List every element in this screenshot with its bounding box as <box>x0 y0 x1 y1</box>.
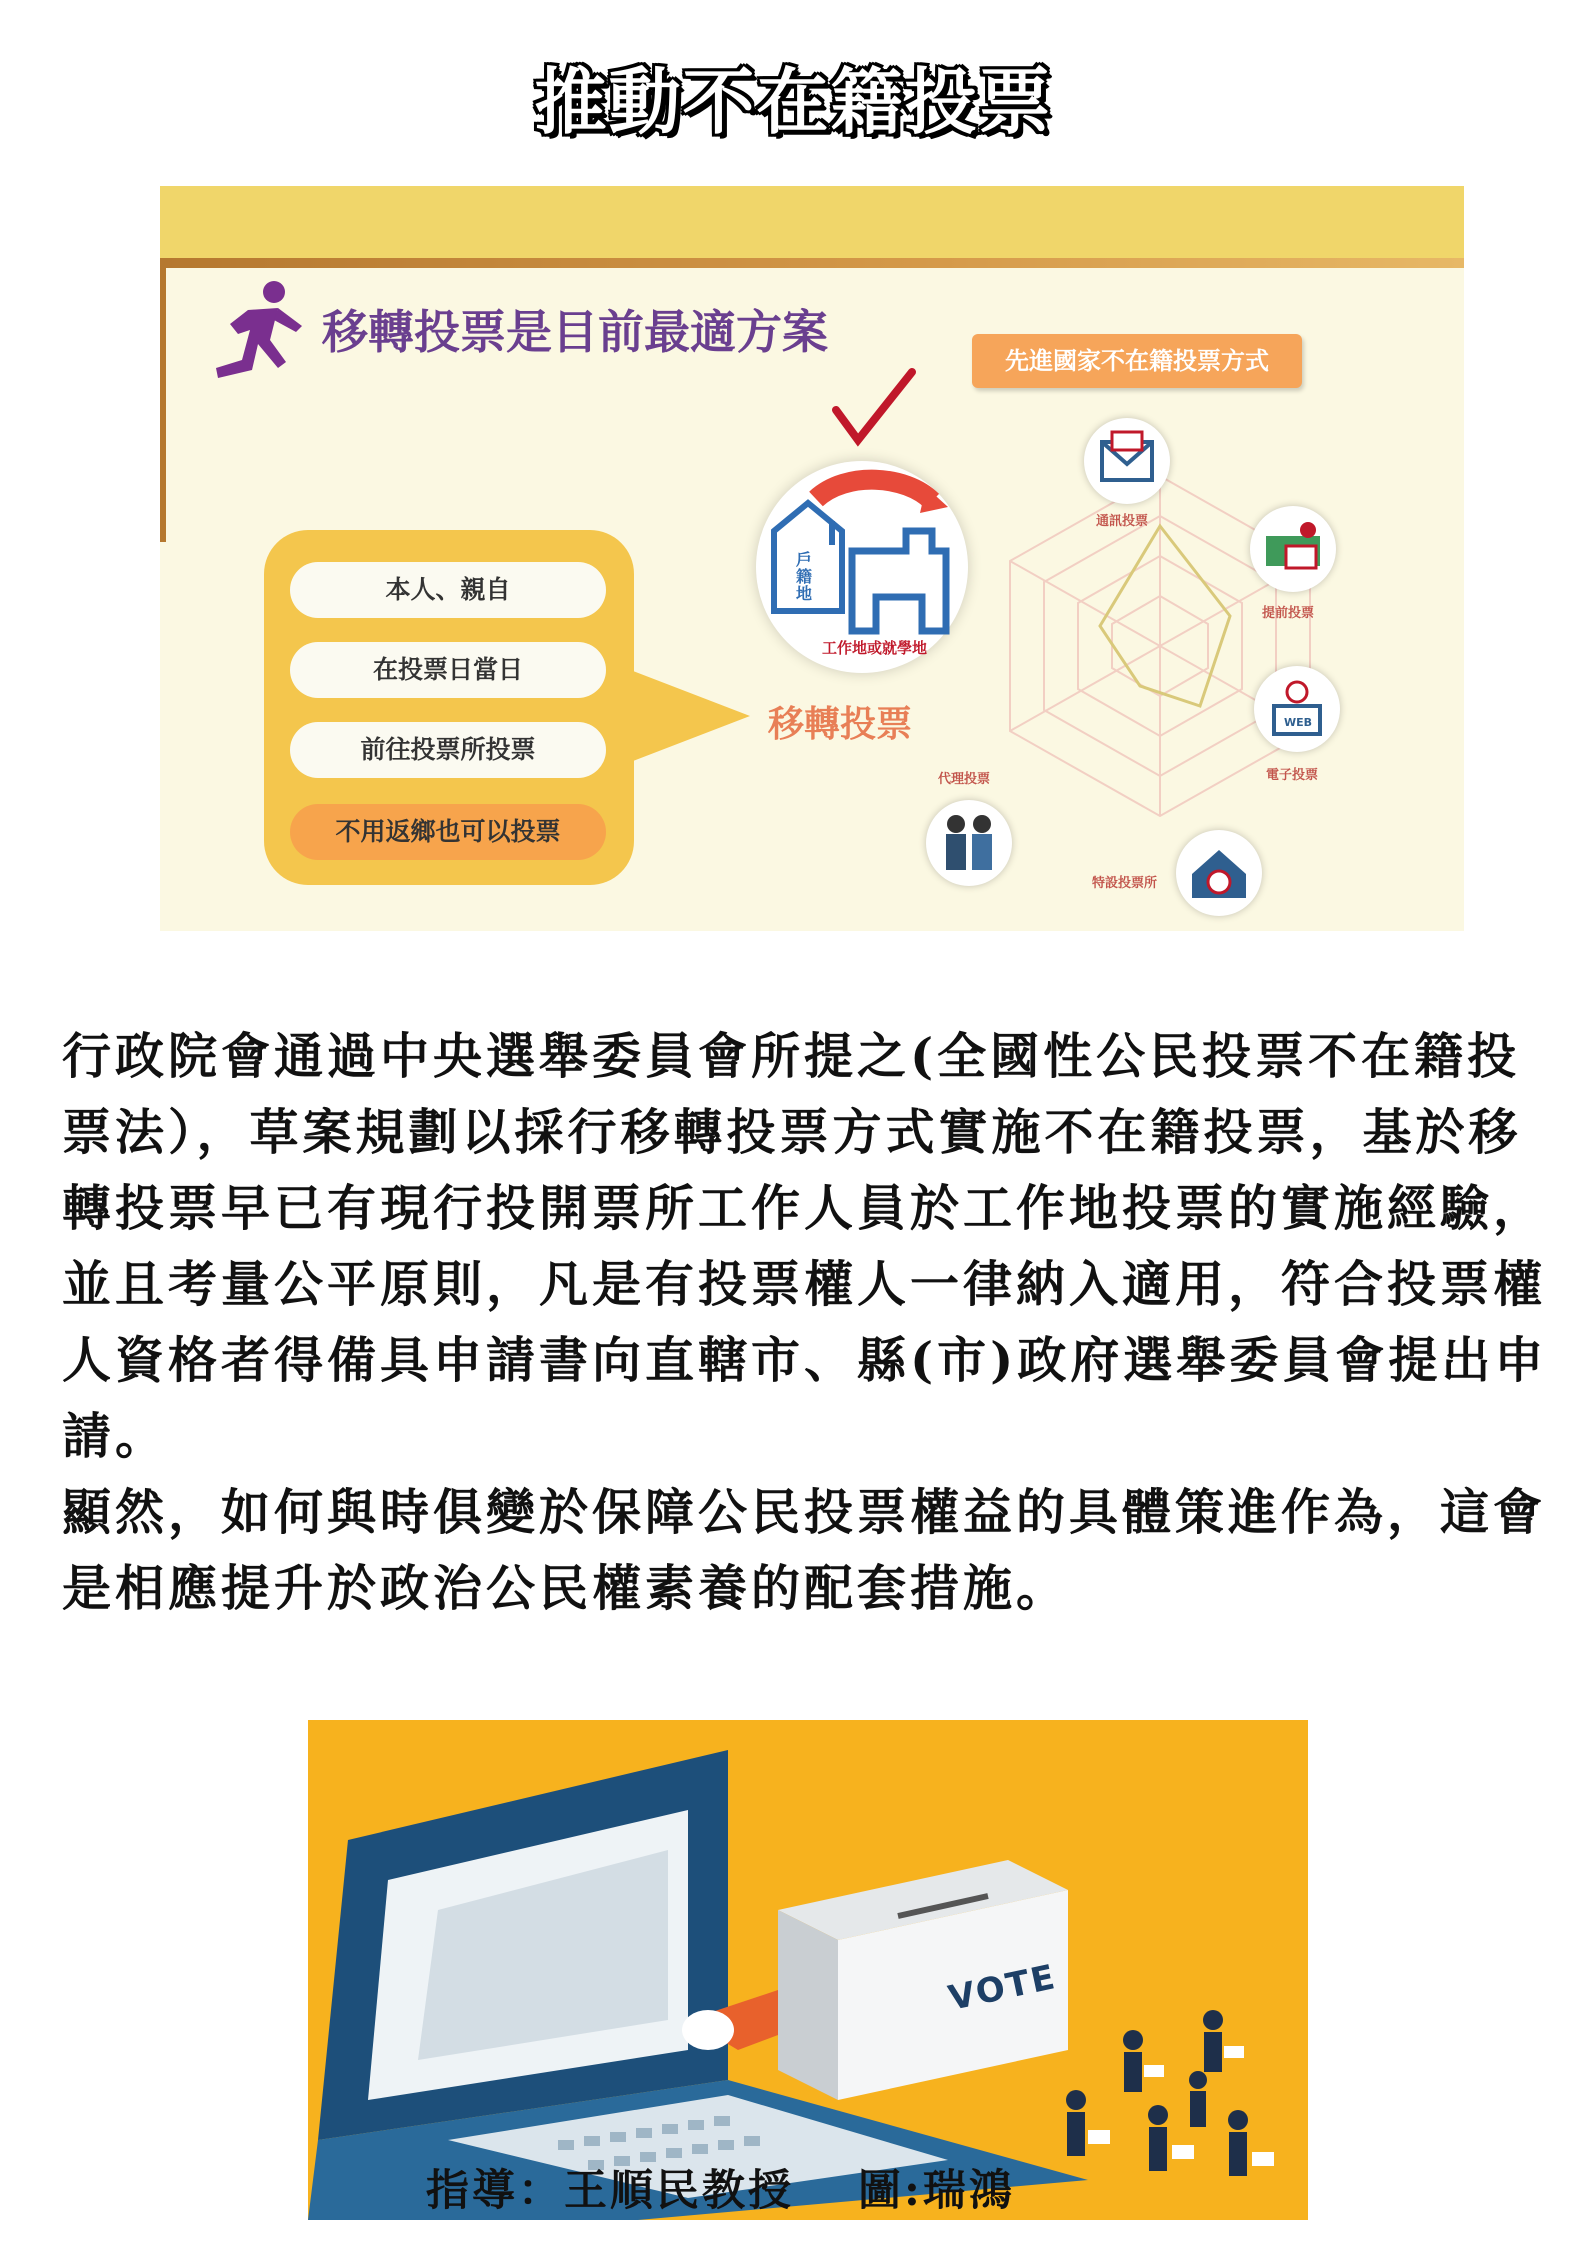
methods-badge: 先進國家不在籍投票方式 <box>972 334 1302 388</box>
proxy-vote-label: 代理投票 <box>938 772 991 787</box>
condition-item: 在投票日當日 <box>290 642 606 698</box>
credit-line: 指導：王順民教授 圖:瑞鴻 <box>426 2166 1015 2216</box>
online-voting-illustration <box>308 1720 1308 2220</box>
bubble-tail <box>620 656 760 776</box>
web-label: WEB <box>1284 716 1313 729</box>
condition-item: 本人、親自 <box>290 562 606 618</box>
ballot-box-text: VOTE <box>945 1957 1061 2019</box>
body-text <box>62 1018 1562 1626</box>
condition-item-highlight: 不用返鄉也可以投票 <box>290 804 606 860</box>
electronic-vote-icon <box>1254 666 1340 752</box>
running-person-icon <box>208 278 318 398</box>
conditions-bubble <box>264 530 634 885</box>
proxy-vote-icon <box>926 800 1012 886</box>
laptop-ballot-box-graphic <box>308 1720 1308 2220</box>
special-polling-station-label: 特設投票所 <box>1092 876 1158 891</box>
condition-item: 前往投票所投票 <box>290 722 606 778</box>
electronic-vote-label: 電子投票 <box>1266 768 1319 783</box>
early-vote-label: 提前投票 <box>1262 606 1315 621</box>
transfer-vote-circle <box>756 461 968 673</box>
mail-vote-label: 通訊投票 <box>1096 514 1149 529</box>
transfer-arrow-label: 移轉 <box>878 490 920 529</box>
transfer-vote-label: 移轉投票 <box>768 704 913 745</box>
special-polling-station-icon <box>1176 830 1262 916</box>
building-label: 工作地或就學地 <box>822 639 928 657</box>
top-band <box>160 186 1464 264</box>
mail-vote-icon <box>1084 418 1170 504</box>
body-paragraph: 顯然，如何與時俱變於保障公民投票權益的具體策進作為，這會是相應提升於政治公民權素養的配套措施。 <box>62 1483 1547 1617</box>
infographic-headline: 移轉投票是目前最適方案 <box>322 305 828 359</box>
top-band-stripe <box>160 258 1464 268</box>
page-title: 推動不在籍投票 <box>534 60 1053 144</box>
early-vote-icon <box>1250 506 1336 592</box>
body-paragraph: 行政院會通過中央選舉委員會所提之(全國性公民投票不在籍投票法），草案規劃以採行移轉投票方式實施不在籍投票，基於移轉投票早已有現行投開票所工作人員於工作地投票的實施經驗，並且考量公平原則，凡是有投票權人一律納入適用，符合投票權人資格者得備具申請書向直轄市、縣(市)政府選舉委員會提出申請。 <box>62 1027 1548 1465</box>
left-edge-stripe <box>160 262 166 542</box>
transfer-voting-infographic <box>160 186 1464 931</box>
check-mark-icon <box>828 366 918 456</box>
house-label: 戶籍地 <box>796 550 813 603</box>
